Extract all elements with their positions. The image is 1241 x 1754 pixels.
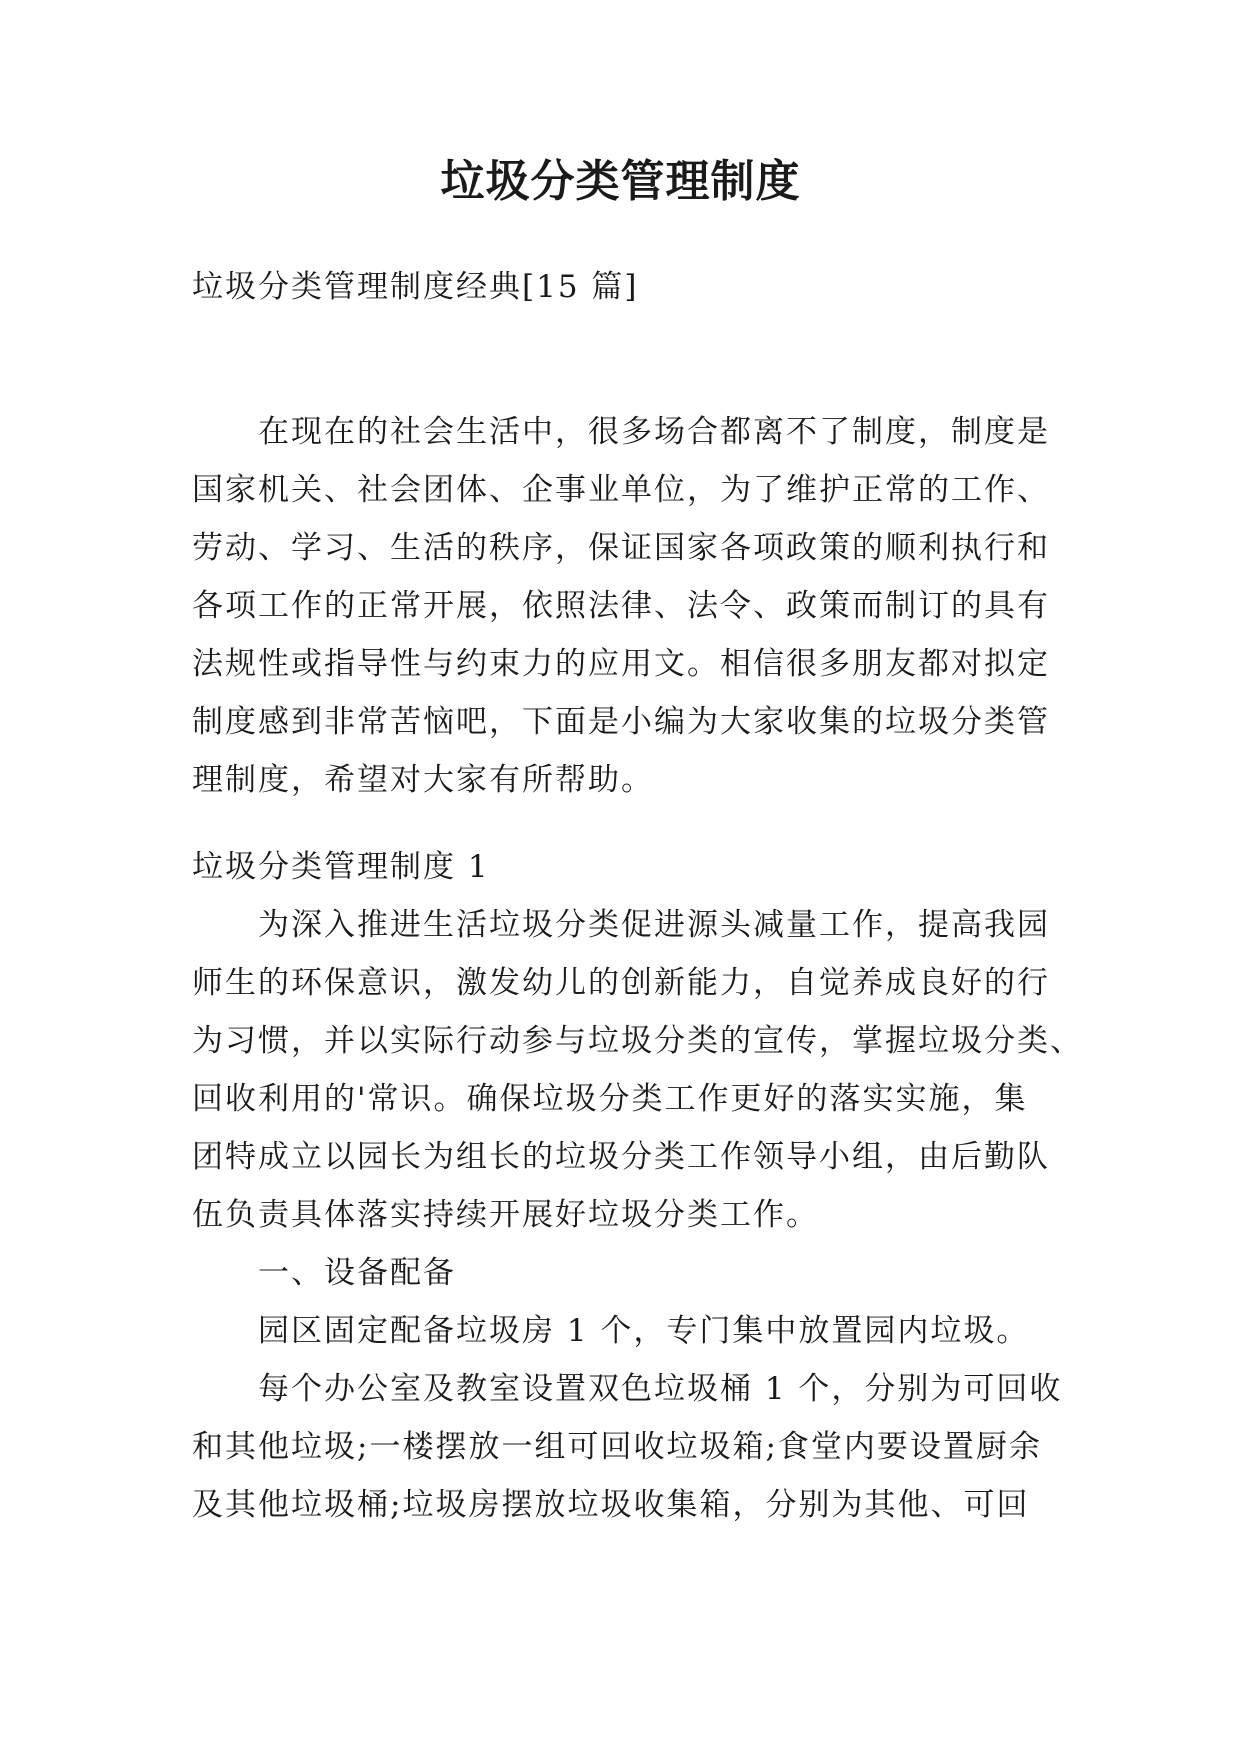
paragraph-line: 在现在的社会生活中，很多场合都离不了制度，制度是 [258,414,1050,450]
section-1 [192,838,1083,1534]
paragraph-line: 伍负责具体落实持续开展好垃圾分类工作。 [192,1197,819,1233]
paragraph-line: 各项工作的正常开展，依照法律、法令、政策而制订的具有 [192,588,1050,624]
intro-paragraph [192,403,1072,809]
document-title: 垃圾分类管理制度 [440,156,801,207]
subtitle-text: 垃圾分类管理制度经典[15 篇] [192,269,639,305]
document-subtitle [192,258,1072,316]
paragraph-line: 劳动、学习、生活的秩序，保证国家各项政策的顺利执行和 [192,530,1050,566]
paragraph-line: 及其他垃圾桶;垃圾房摆放垃圾收集箱，分别为其他、可回 [192,1487,1030,1523]
item-heading: 一、设备配备 [258,1255,456,1291]
paragraph-line: 法规性或指导性与约束力的应用文。相信很多朋友都对拟定 [192,646,1050,682]
paragraph-line: 每个办公室及教室设置双色垃圾桶 1 个，分别为可回收 [258,1371,1063,1407]
paragraph-line: 师生的环保意识，激发幼儿的创新能力，自觉养成良好的行 [192,965,1050,1001]
paragraph-line: 回收利用的'常识。确保垃圾分类工作更好的落实实施，集 [192,1081,1028,1117]
section-heading: 垃圾分类管理制度 1 [192,849,490,885]
paragraph-line: 国家机关、社会团体、企事业单位，为了维护正常的工作、 [192,472,1050,508]
paragraph-line: 理制度，希望对大家有所帮助。 [192,762,654,798]
paragraph-line: 团特成立以园长为组长的垃圾分类工作领导小组，由后勤队 [192,1139,1050,1175]
paragraph-line: 为深入推进生活垃圾分类促进源头减量工作，提高我园 [258,907,1050,943]
paragraph-line: 和其他垃圾;一楼摆放一组可回收垃圾箱;食堂内要设置厨余 [192,1429,1042,1465]
paragraph-line: 园区固定配备垃圾房 1 个，专门集中放置园内垃圾。 [258,1313,1030,1349]
paragraph-line: 为习惯，并以实际行动参与垃圾分类的宣传，掌握垃圾分类、 [192,1023,1083,1059]
paragraph-line: 制度感到非常苦恼吧，下面是小编为大家收集的垃圾分类管 [192,704,1050,740]
